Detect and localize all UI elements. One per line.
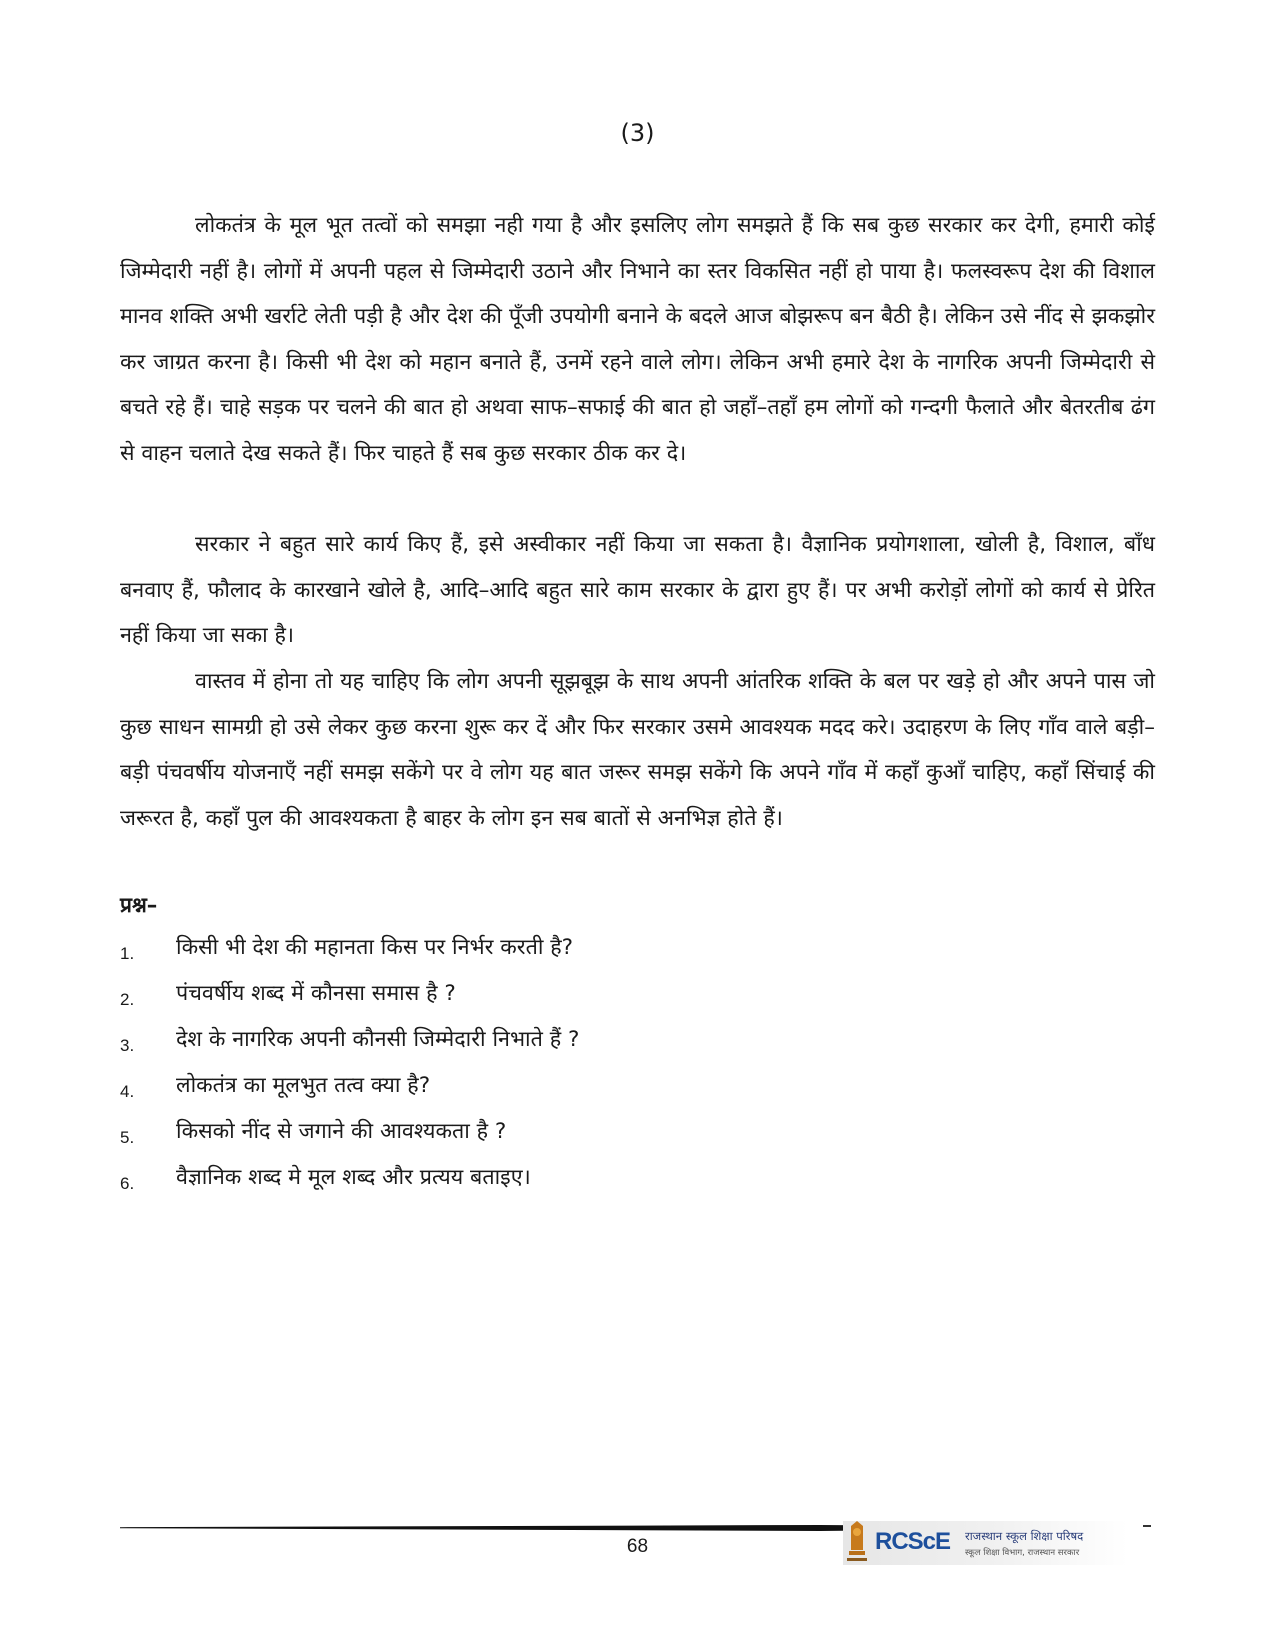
passage-paragraph-1: लोकतंत्र के मूल भूत तत्वों को समझा नही गया है और इसलिए लोग समझते हैं कि सब कुछ सरकार कर देगी, हमारी कोई जिम्मेदारी नहीं है। लोगों में अपनी पहल से जिम्मेदारी उठाने और निभाने का स्तर विकसित नहीं हो पाया है। फलस्वरूप देश की विशाल मानव शक्ति अभी खर्राटे लेती पड़ी है और देश की पूँजी उपयोगी बनाने के बदले आज बोझरूप बन बैठी है। लेकिन उसे नींद से झकझोर कर जाग्रत करना है। किसी भी देश को महान बनाते हैं, उनमें रहने वाले लोग। लेकिन अभी हमारे देश के नागरिक अपनी जिम्मेदारी से बचते रहे हैं। चाहे सड़क पर चलने की बात हो अथवा साफ–सफाई की बात हो जहाँ–तहाँ हम लोगों को गन्दगी फैलाते और बेतरतीब ढंग से वाहन चलाते देख सकते हैं। फिर चाहते हैं सब कुछ सरकार ठीक कर दे। — [120, 213, 1155, 466]
question-item — [120, 1117, 1020, 1163]
question-text: वैज्ञानिक शब्द मे मूल शब्द और प्रत्यय बताइए। — [176, 1165, 531, 1190]
page-number: 68 — [626, 1536, 649, 1557]
logo-org-sub: स्कूल शिक्षा विभाग, राजस्थान सरकार — [965, 1548, 1080, 1558]
section-number: (3) — [620, 119, 655, 147]
question-text: लोकतंत्र का मूलभुत तत्व क्या है? — [176, 1073, 431, 1098]
questions-title: प्रश्न– — [120, 893, 158, 917]
questions-list — [120, 933, 1020, 1209]
question-item — [120, 1071, 1020, 1117]
question-number: 6. — [120, 1174, 135, 1193]
question-item — [120, 933, 1020, 979]
question-number: 5. — [120, 1128, 135, 1147]
question-item — [120, 979, 1020, 1025]
passage-paragraph-2: सरकार ने बहुत सारे कार्य किए हैं, इसे अस्वीकार नहीं किया जा सकता है। वैज्ञानिक प्रयोगशाला, खोली है, विशाल, बाँध बनवाए हैं, फौलाद के कारखाने खोले है, आदि–आदि बहुत सारे काम सरकार के द्वारा हुए हैं। पर अभी करोड़ों लोगों को कार्य से प्रेरित नहीं किया जा सका है। — [120, 532, 1155, 648]
question-number: 2. — [120, 990, 135, 1009]
logo-org-name: राजस्थान स्कूल शिक्षा परिषद — [965, 1529, 1084, 1543]
passage-paragraph-3: वास्तव में होना तो यह चाहिए कि लोग अपनी सूझबूझ के साथ अपनी आंतरिक शक्ति के बल पर खड़े हो और अपने पास जो कुछ साधन सामग्री हो उसे लेकर कुछ करना शुरू कर दें और फिर सरकार उसमे आवश्यक मदद करे। उदाहरण के लिए गाँव वाले बड़ी–बड़ी पंचवर्षीय योजनाएँ नहीं समझ सकेंगे पर वे लोग यह बात जरूर समझ सकेंगे कि अपने गाँव में कहाँ कुआँ चाहिए, कहाँ सिंचाई की जरूरत है, कहाँ पुल की आवश्यकता है बाहर के लोग इन सब बातों से अनभिज्ञ होते हैं। — [120, 669, 1155, 831]
question-item — [120, 1163, 1020, 1209]
logo-brand-text: RCScE — [875, 1528, 951, 1555]
rcsce-logo — [843, 1518, 1128, 1568]
question-text: देश के नागरिक अपनी कौनसी जिम्मेदारी निभाते हैं ? — [176, 1027, 580, 1052]
question-text: किसी भी देश की महानता किस पर निर्भर करती है? — [176, 935, 574, 960]
question-item — [120, 1025, 1020, 1071]
question-number: 3. — [120, 1036, 135, 1055]
question-text: किसको नींद से जगाने की आवश्यकता है ? — [176, 1119, 507, 1144]
question-text: पंचवर्षीय शब्द में कौनसा समास है ? — [176, 981, 456, 1006]
question-number: 4. — [120, 1082, 135, 1101]
question-number: 1. — [120, 944, 135, 963]
footer-dash — [1143, 1525, 1151, 1527]
